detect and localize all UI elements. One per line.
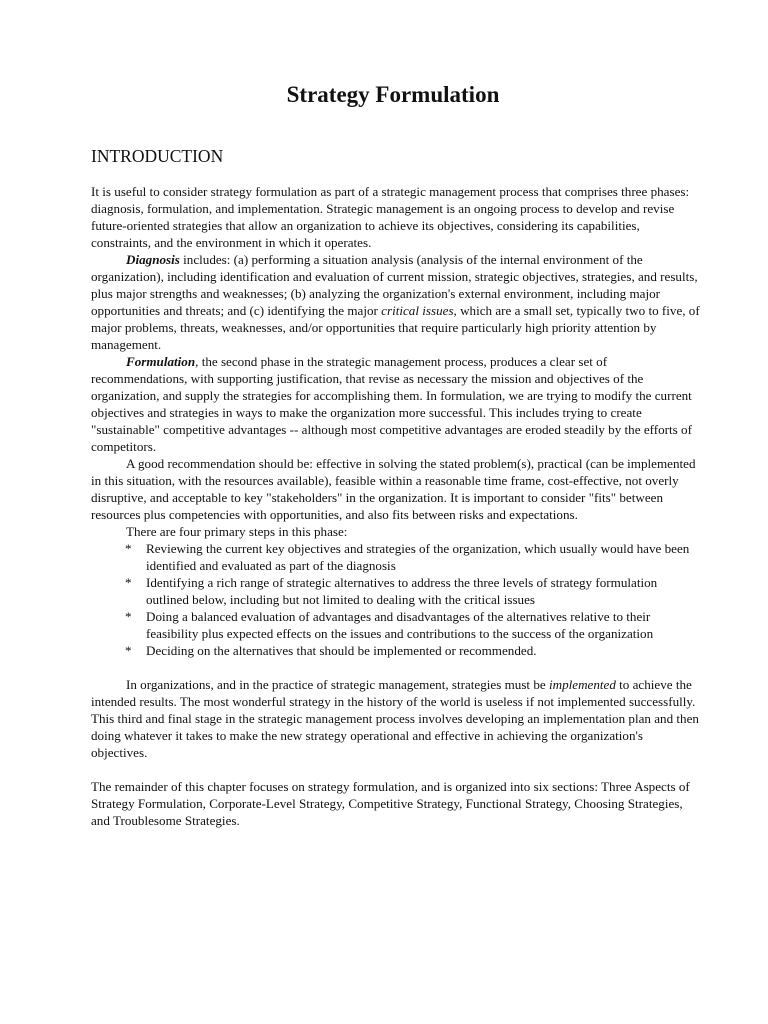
formulation-term: Formulation <box>126 354 196 369</box>
spacer <box>91 761 701 778</box>
steps-intro: There are four primary steps in this phase: <box>126 524 348 539</box>
critical-issues-emphasis: critical issues <box>381 303 454 318</box>
section-heading: INTRODUCTION <box>91 146 224 166</box>
diagnosis-term: Diagnosis <box>126 252 180 267</box>
list-item <box>91 574 701 608</box>
formulation-text: , the second phase in the strategic management process, produces a clear set of recommendations, with supporting justification, that revise as necessary the mission and objectives of the organization, and supply the strategies for accomplishing them. In formulation, we are trying to modify the current objectives and strategies in ways to make the organization more successful. This includes trying to create "sustainable" competitive advantages -- although most competitive advantages are eroded steadily by the efforts of competitors. <box>91 354 692 454</box>
closing-paragraph: The remainder of this chapter focuses on strategy formulation, and is organized into six sections: Three Aspects of Strategy Formulation, Corporate-Level Strategy, Competitive Strategy, Functional Strategy, Choosing Strategies, and Troublesome Strategies. <box>91 779 690 828</box>
list-item <box>91 608 701 642</box>
steps-list <box>91 540 701 659</box>
diagnosis-paragraph <box>91 251 701 353</box>
bullet-marker: * <box>125 541 132 556</box>
step-text: Reviewing the current key objectives and strategies of the organization, which usually would have been identified and evaluated as part of the diagnosis <box>146 541 690 573</box>
step-text: Doing a balanced evaluation of advantages and disadvantages of the alternatives relative to their feasibility plus expected effects on the issues and contributions to the success of the organization <box>146 609 654 641</box>
implementation-text-1: In organizations, and in the practice of strategic management, strategies must be <box>126 677 549 692</box>
list-item <box>91 642 701 659</box>
formulation-paragraph <box>91 353 701 455</box>
step-text: Identifying a rich range of strategic alternatives to address the three levels of strategy formulation outlined below, including but not limited to dealing with the critical issues <box>146 575 658 607</box>
implementation-text-2: to achieve the intended results. The most wonderful strategy in the history of the world is useless if not implemented successfully. This third and final stage in the strategic management process involves developing an implementation plan and then doing whatever it takes to make the new strategy operational and effective in achieving the organization's objectives. <box>91 677 699 760</box>
spacer <box>91 659 701 676</box>
step-text: Deciding on the alternatives that should be implemented or recommended. <box>146 643 537 658</box>
document-body <box>91 183 701 829</box>
diagnosis-text-1: includes: (a) performing a situation analysis (analysis of the internal environment of the organization), including identification and evaluation of current mission, strategic objectives, strategies, and results, plus major strengths and weaknesses; (b) analyzing the organization's external environment, including major opportunities and threats; and (c) identifying the major <box>91 252 698 318</box>
bullet-marker: * <box>125 575 132 590</box>
bullet-marker: * <box>125 609 132 624</box>
bullet-marker: * <box>125 643 132 658</box>
implemented-emphasis: implemented <box>548 677 616 692</box>
implementation-paragraph <box>91 676 701 761</box>
recommendation-paragraph: A good recommendation should be: effective in solving the stated problem(s), practical (can be implemented in this situation, with the resources available), feasible within a reasonable time frame, cost-effective, not overly disruptive, and acceptable to key "stakeholders" in the organization. It is important to consider "fits" between resources plus competencies with opportunities, and also fits between risks and expectations. <box>91 456 696 522</box>
intro-paragraph: It is useful to consider strategy formulation as part of a strategic management process that comprises three phases: diagnosis, formulation, and implementation. Strategic management is an ongoing process to develop and revise future-oriented strategies that allow an organization to achieve its objectives, considering its capabilities, constraints, and the environment in which it operates. <box>91 184 690 250</box>
page-title: Strategy Formulation <box>286 82 500 107</box>
diagnosis-text-2: , which are a small set, typically two to five, of major problems, threats, weaknesses, and/or opportunities that require particularly high priority attention by management. <box>91 303 700 352</box>
list-item <box>91 540 701 574</box>
